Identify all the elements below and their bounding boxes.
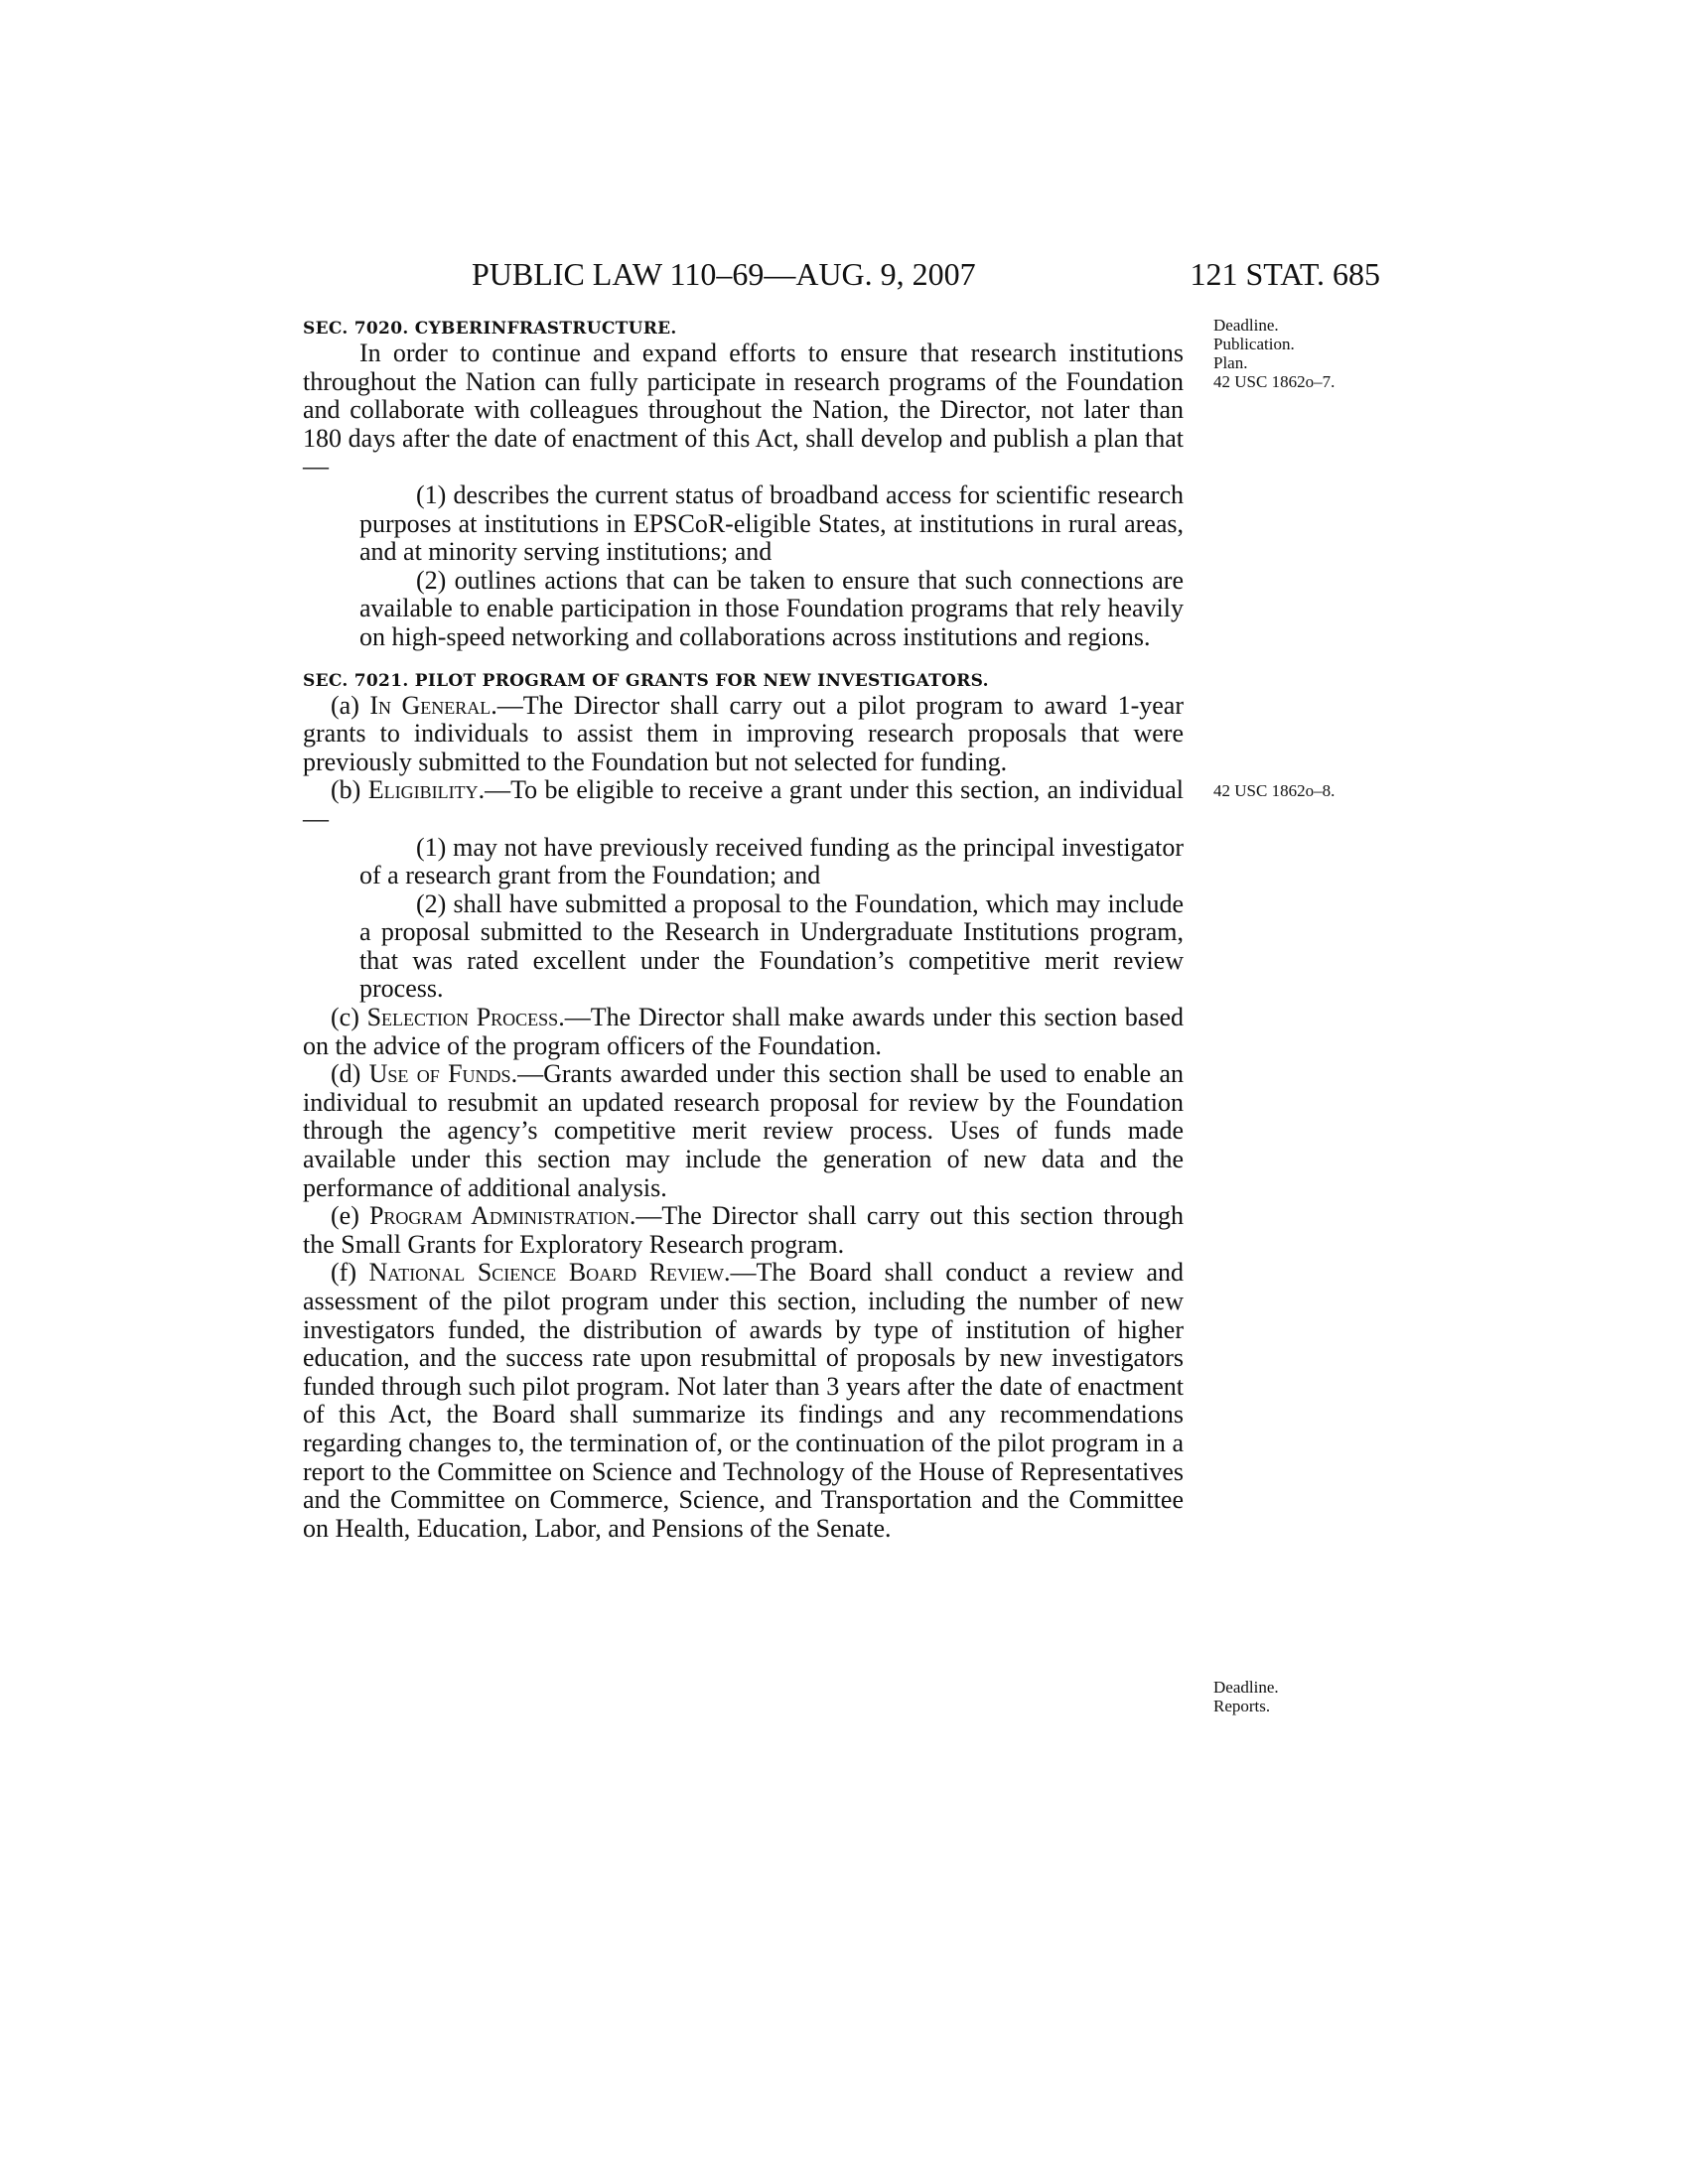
margin-note-line: Plan.: [1213, 353, 1248, 372]
subsection-c: [303, 1004, 1184, 1060]
subsection-label: (e): [331, 1201, 369, 1231]
margin-note-line: Deadline.: [1213, 1678, 1279, 1697]
subsection-b: [303, 776, 1184, 833]
section-7020-item-2: (2) outlines actions that can be taken to ensure that such connections are available to enable participation in those Foundation programs that rely heavily on high-speed networking and collaborations across institutions and regions.: [359, 565, 1184, 651]
margin-note-board-review: [1213, 1678, 1372, 1715]
subsection-label: (a): [331, 690, 370, 720]
subsection-caption: Program Administration: [368, 1201, 630, 1231]
margin-note-line: Reports.: [1213, 1697, 1271, 1715]
subsection-b-item-2: (2) shall have submitted a proposal to the Foundation, which may include a proposal submitted to the Research in Undergraduate Institutions program, that was rated excellent under the Foundation’s competitive merit review process.: [359, 888, 1184, 1004]
section-heading-7021: SEC. 7021. PILOT PROGRAM OF GRANTS FOR NEW INVESTIGATORS.: [303, 670, 989, 691]
subsection-label: (b): [331, 775, 368, 805]
subsection-text: .—The Director shall carry out a pilot program to award 1-year grants to individuals to assist them in improving research proposals that were previously submitted to the Foundation but not selected for funding.: [303, 690, 1184, 776]
margin-note-sec7021: [1213, 781, 1372, 800]
margin-note-sec7020: [1213, 316, 1372, 391]
subsection-caption: National Science Board Review: [368, 1258, 725, 1288]
margin-note-line: Publication.: [1213, 335, 1295, 353]
subsection-label: (d): [331, 1059, 369, 1089]
subsection-label: (c): [331, 1003, 367, 1032]
margin-note-line: 42 USC 1862o–7.: [1213, 372, 1336, 391]
subsection-label: (f): [331, 1258, 369, 1288]
subsection-caption: Eligibility: [367, 775, 479, 805]
section-7020-intro: In order to continue and expand efforts to ensure that research institutions throughout the Nation can fully participate in research programs of the Foundation and collaborate with colleagues throughout the Nation, the Director, not later than 180 days after the date of enactment of this Act, shall develop and publish a plan that—: [303, 339, 1184, 481]
body-text-column: [303, 318, 1184, 1543]
subsection-d: [303, 1060, 1184, 1202]
subsection-text: .—The Director shall carry out this section through the Small Grants for Exploratory Research program.: [303, 1201, 1184, 1259]
subsection-text: .—The Board shall conduct a review and assessment of the pilot program under this section, including the number of new investigators funded, the distribution of awards by type of institution of higher education, and the success rate upon resubmittal of proposals by new investigators funded through such pilot program. Not later than 3 years after the date of enactment of this Act, the Board shall summarize its findings and any recommendations regarding changes to, the termination of, or the continuation of the pilot program in a report to the Committee on Science and Technology of the House of Representatives and the Committee on Commerce, Science, and Transportation and the Committee on Health, Education, Labor, and Pensions of the Senate.: [303, 1258, 1184, 1543]
subsection-b-item-1: (1) may not have previously received funding as the principal investigator of a research grant from the Foundation; and: [359, 832, 1184, 890]
public-law-citation: PUBLIC LAW 110–69—AUG. 9, 2007: [472, 256, 976, 292]
subsection-caption: Selection Process: [366, 1003, 559, 1032]
subsection-a: [303, 692, 1184, 777]
subsection-f: [303, 1259, 1184, 1543]
margin-note-line: 42 USC 1862o–8.: [1213, 781, 1336, 800]
subsection-text: .—To be eligible to receive a grant under this section, an individual—: [303, 775, 1184, 833]
subsection-caption: In General: [369, 690, 492, 720]
subsection-text: .—Grants awarded under this section shall be used to enable an individual to resubmit an updated research proposal for review by the Foundation through the agency’s competitive merit review process. Uses of funds made available under this section may include the generation of new data and the performance of additional analysis.: [303, 1059, 1184, 1202]
subsection-caption: Use of Funds: [368, 1059, 511, 1089]
subsection-text: .—The Director shall make awards under this section based on the advice of the program officers of the Foundation.: [303, 1003, 1184, 1060]
section-heading-7020: SEC. 7020. CYBERINFRASTRUCTURE.: [303, 319, 677, 339]
section-7020-item-1: (1) describes the current status of broadband access for scientific research purposes at institutions in EPSCoR-eligible States, at institutions in rural areas, and at minority serving institutions; and: [359, 479, 1184, 567]
subsection-e: [303, 1202, 1184, 1259]
running-header: [303, 256, 1380, 296]
margin-note-line: Deadline.: [1213, 316, 1279, 335]
statute-page-number: 121 STAT. 685: [1190, 256, 1380, 292]
